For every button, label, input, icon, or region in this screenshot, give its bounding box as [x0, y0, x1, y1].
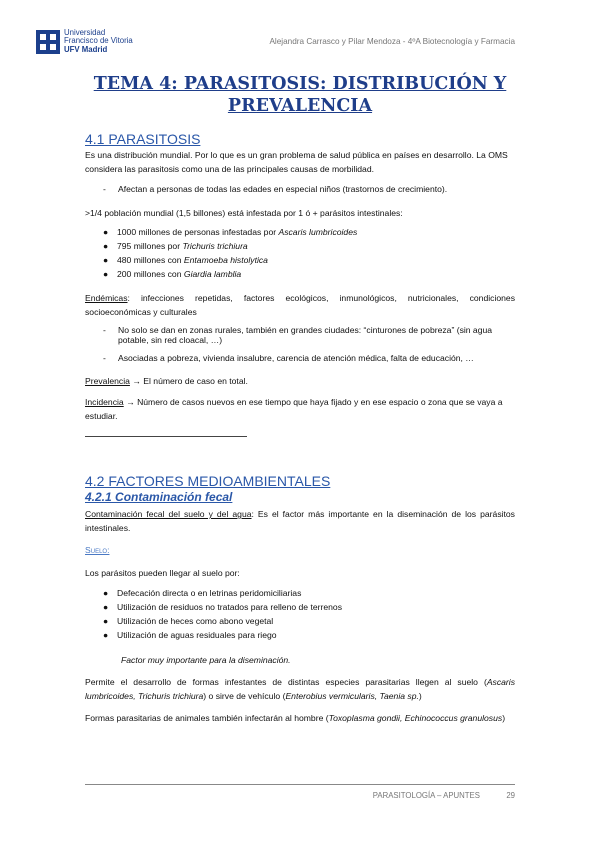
- list-item: ● Utilización de aguas residuales para riego: [103, 630, 277, 640]
- logo-text: Universidad Francisco de Vitoria UFV Madrid: [64, 28, 133, 54]
- paragraph-suelo-intro: Los parásitos pueden llegar al suelo por:: [85, 568, 240, 578]
- paragraph-intro: Es una distribución mundial. Por lo que es un gran problema de salud pública en países en desarrollo. La OMS considera las parasitosis como una de las principales causas de morbilidad.: [85, 150, 508, 174]
- header-authors: Alejandra Carrasco y Pilar Mendoza - 4ºA Biotecnología y Farmacia: [269, 37, 515, 46]
- list-item: ● 200 millones con Giardia lamblia: [103, 269, 242, 279]
- section-divider: [85, 436, 247, 437]
- section-heading-4-1: 4.1 PARASITOSIS: [85, 131, 201, 147]
- paragraph-incidencia: Incidencia → Número de casos nuevos en ese tiempo que haya fijado y en ese espacio o zona que se vaya a estudiar.: [85, 397, 503, 421]
- list-item: ● 480 millones con Entamoeba histolytica: [103, 255, 268, 265]
- dash-item: - No solo se dan en zonas rurales, también en grandes ciudades: “cinturones de pobreza” (sin agua potable, sin red cloacal, …): [103, 325, 493, 345]
- paragraph-endemicas: Endémicas: infecciones repetidas, factores ecológicos, inmunológicos, nutricionales, condiciones socioeconómicas y culturales: [85, 293, 515, 317]
- paragraph-formas: Formas parasitarias de animales también infectarán al hombre (Toxoplasma gondii, Echinococcus granulosus): [85, 713, 506, 723]
- paragraph-population: >1/4 población mundial (1,5 billones) está infestada por 1 ó + parásitos intestinales:: [85, 208, 403, 218]
- factor-note: Factor muy importante para la diseminación.: [121, 655, 291, 665]
- footer-rule: [85, 784, 515, 785]
- list-item: ● Utilización de residuos no tratados para relleno de terrenos: [103, 602, 342, 612]
- footer: [373, 791, 515, 800]
- list-item: ● Utilización de heces como abono vegetal: [103, 616, 274, 626]
- paragraph-prevalencia: Prevalencia → El número de caso en total.: [85, 376, 248, 386]
- page-title: TEMA 4: PARASITOSIS: DISTRIBUCIÓN Y PREVALENCIA: [93, 74, 507, 116]
- page-number: 29: [506, 791, 515, 800]
- dash-item: - Asociadas a pobreza, vivienda insalubre, carencia de atención médica, falta de educación, …: [103, 353, 474, 363]
- paragraph-contaminacion: Contaminación fecal del suelo y del agua: Es el factor más importante en la diseminación de los parásitos intestinales.: [85, 509, 515, 533]
- subsection-heading-4-2-1: 4.2.1 Contaminación fecal: [85, 490, 233, 504]
- university-logo: [36, 28, 146, 58]
- dash-item: - Afectan a personas de todas las edades en especial niños (trastornos de crecimiento).: [103, 184, 448, 194]
- list-item: ● 795 millones por Trichuris trichiura: [103, 241, 248, 251]
- footer-label: PARASITOLOGÍA – APUNTES: [372, 791, 480, 800]
- section-heading-4-2: 4.2 FACTORES MEDIOAMBIENTALES: [85, 473, 331, 489]
- suelo-heading: Suelo:: [85, 545, 110, 555]
- list-item: ● 1000 millones de personas infestadas por Ascaris lumbricoides: [103, 227, 358, 237]
- list-item: ● Defecación directa o en letrinas peridomiciliarias: [103, 588, 302, 598]
- logo-mark-icon: [36, 30, 60, 54]
- paragraph-permite: Permite el desarrollo de formas infestantes de distintas especies parasitarias llegen al suelo (Ascaris lumbricoides, Trichuris trichiura) o sirve de vehículo (Enterobius vermicularis, Taenia sp.): [85, 677, 515, 701]
